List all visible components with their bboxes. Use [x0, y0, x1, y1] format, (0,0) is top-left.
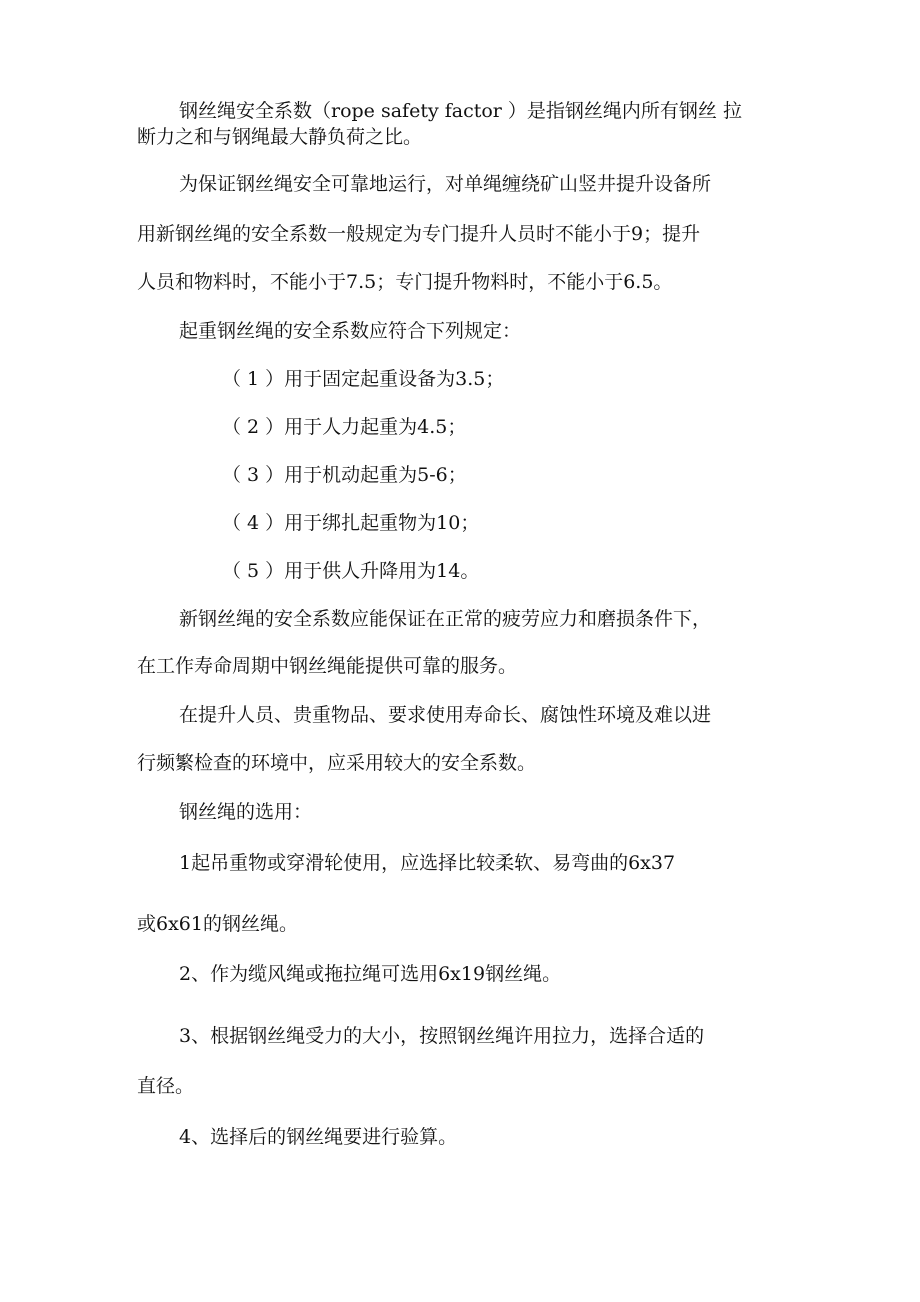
paragraph-line: 1起吊重物或穿滑轮使用，应选择比较柔软、易弯曲的6x37	[179, 852, 676, 874]
paragraph-line: 在提升人员、贵重物品、要求使用寿命长、腐蚀性环境及难以进	[179, 704, 712, 726]
paragraph-line: 在工作寿命周期中钢丝绳能提供可靠的服务。	[137, 655, 518, 677]
list-item: （ 2 ）用于人力起重为4.5；	[222, 416, 467, 438]
paragraph-line: 断力之和与钢绳最大静负荷之比。	[137, 126, 423, 148]
paragraph-line: 用新钢丝绳的安全系数一般规定为专门提升人员时不能小于9；提升	[137, 223, 701, 245]
paragraph-line: 或6x61的钢丝绳。	[137, 913, 298, 935]
paragraph-line: 起重钢丝绳的安全系数应符合下列规定：	[179, 320, 522, 342]
paragraph-line: 4、选择后的钢丝绳要进行验算。	[179, 1126, 458, 1148]
paragraph-line: 人员和物料时，不能小于7.5；专门提升物料时，不能小于6.5。	[137, 271, 673, 293]
paragraph-line: 直径。	[137, 1075, 195, 1097]
list-item: （ 4 ）用于绑扎起重物为10；	[222, 512, 480, 534]
paragraph-line: 为保证钢丝绳安全可靠地运行，对单绳缠绕矿山竖井提升设备所	[179, 173, 712, 195]
paragraph-line: 钢丝绳安全系数（rope safety factor ）是指钢丝绳内所有钢丝 拉	[179, 100, 742, 122]
paragraph-line: 2、作为缆风绳或拖拉绳可选用6x19钢丝绳。	[179, 963, 562, 985]
paragraph-line: 3、根据钢丝绳受力的大小，按照钢丝绳许用拉力，选择合适的	[179, 1025, 705, 1047]
paragraph-line: 行频繁检查的环境中，应采用较大的安全系数。	[137, 752, 537, 774]
list-item: （ 1 ）用于固定起重设备为3.5；	[222, 368, 505, 390]
paragraph-line: 新钢丝绳的安全系数应能保证在正常的疲劳应力和磨损条件下，	[179, 608, 712, 630]
paragraph-line: 钢丝绳的选用：	[179, 801, 313, 823]
list-item: （ 3 ）用于机动起重为5-6；	[222, 464, 467, 486]
list-item: （ 5 ）用于供人升降用为14。	[222, 560, 480, 582]
